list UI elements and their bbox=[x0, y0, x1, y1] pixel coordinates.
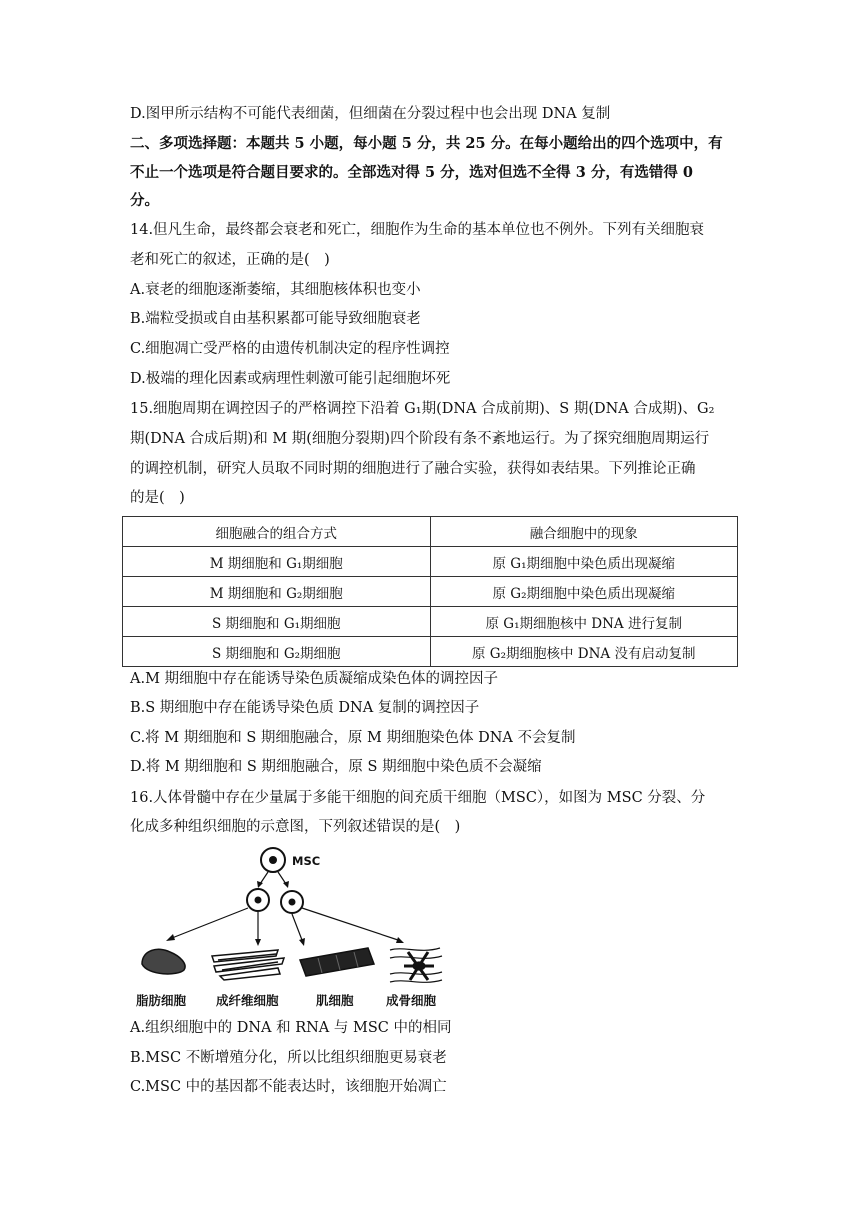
q16-option-c: C.MSC 中的基因都不能表达时，该细胞开始凋亡 bbox=[130, 1079, 447, 1095]
q15-stem-3: 的调控机制，研究人员取不同时期的细胞进行了融合实验，获得如表结果。下列推论正确 bbox=[130, 461, 696, 477]
table-cell: 原 G₂期细胞中染色质出现凝缩 bbox=[430, 577, 738, 607]
muscle-cell-icon bbox=[300, 948, 374, 976]
table-cell: M 期细胞和 G₁期细胞 bbox=[123, 547, 431, 577]
q13-option-d: D.图甲所示结构不可能代表细菌，但细菌在分裂过程中也会出现 DNA 复制 bbox=[130, 106, 611, 122]
fibroblast-label: 成纤维细胞 bbox=[216, 993, 279, 1008]
section2-instructions: 不止一个选项是符合题目要求的。全部选对得 5 分，选对但选不全得 3 分，有选错得 0 bbox=[130, 164, 694, 181]
msc-diagram-svg bbox=[128, 842, 448, 992]
q16-option-a: A.组织细胞中的 DNA 和 RNA 与 MSC 中的相同 bbox=[130, 1020, 452, 1036]
adipocyte-label: 脂肪细胞 bbox=[136, 993, 187, 1008]
table-row bbox=[123, 607, 738, 637]
table-cell: S 期细胞和 G₂期细胞 bbox=[123, 637, 431, 667]
fibroblast-icon bbox=[212, 950, 284, 980]
q15-option-c: C.将 M 期细胞和 S 期细胞融合，原 M 期细胞染色体 DNA 不会复制 bbox=[130, 730, 576, 746]
osteocyte-icon bbox=[390, 948, 442, 982]
table-header-row bbox=[123, 517, 738, 547]
q15-stem-2: 期(DNA 合成后期)和 M 期(细胞分裂期)四个阶段有条不紊地运行。为了探究细胞周期运行 bbox=[130, 431, 710, 447]
q15-option-b: B.S 期细胞中存在能诱导染色质 DNA 复制的调控因子 bbox=[130, 700, 480, 716]
q14-option-b: B.端粒受损或自由基积累都可能导致细胞衰老 bbox=[130, 311, 421, 327]
section2-instructions-end: 分。 bbox=[130, 192, 159, 209]
msc-differentiation-diagram bbox=[128, 842, 448, 1014]
table-cell: 原 G₁期细胞中染色质出现凝缩 bbox=[430, 547, 738, 577]
table-cell: 原 G₁期细胞核中 DNA 进行复制 bbox=[430, 607, 738, 637]
muscle-cell-label: 肌细胞 bbox=[316, 993, 354, 1008]
fusion-experiment-table bbox=[122, 516, 738, 667]
q14-option-d: D.极端的理化因素或病理性刺激可能引起细胞坏死 bbox=[130, 371, 451, 387]
q16-stem-2: 化成多种组织细胞的示意图，下列叙述错误的是( ) bbox=[130, 819, 461, 835]
q16-option-b: B.MSC 不断增殖分化，所以比组织细胞更易衰老 bbox=[130, 1050, 447, 1066]
daughter-cell-icon bbox=[281, 891, 303, 913]
osteocyte-label: 成骨细胞 bbox=[386, 993, 437, 1008]
q14-option-c: C.细胞凋亡受严格的由遗传机制决定的程序性调控 bbox=[130, 341, 450, 357]
q14-option-a: A.衰老的细胞逐渐萎缩，其细胞核体积也变小 bbox=[130, 282, 421, 298]
q15-option-a: A.M 期细胞中存在能诱导染色质凝缩成染色体的调控因子 bbox=[130, 671, 499, 687]
table-header: 细胞融合的组合方式 bbox=[123, 517, 431, 547]
table-row bbox=[123, 577, 738, 607]
q15-stem: 15.细胞周期在调控因子的严格调控下沿着 G₁期(DNA 合成前期)、S 期(DNA 合成期)、G₂ bbox=[130, 401, 715, 417]
table-row bbox=[123, 547, 738, 577]
table-row bbox=[123, 637, 738, 667]
table-cell: S 期细胞和 G₁期细胞 bbox=[123, 607, 431, 637]
q16-stem: 16.人体骨髓中存在少量属于多能干细胞的间充质干细胞（MSC），如图为 MSC 分裂、分 bbox=[130, 790, 706, 806]
adipocyte-icon bbox=[142, 949, 185, 974]
q15-option-d: D.将 M 期细胞和 S 期细胞融合，原 S 期细胞中染色质不会凝缩 bbox=[130, 759, 542, 775]
table-cell: 原 G₂期细胞核中 DNA 没有启动复制 bbox=[430, 637, 738, 667]
table-header: 融合细胞中的现象 bbox=[430, 517, 738, 547]
section2-heading: 二、多项选择题：本题共 5 小题，每小题 5 分，共 25 分。在每小题给出的四个选项中，有 bbox=[130, 135, 723, 152]
msc-label: MSC bbox=[292, 854, 321, 868]
msc-cell-icon bbox=[261, 848, 285, 872]
q14-stem: 14.但凡生命，最终都会衰老和死亡，细胞作为生命的基本单位也不例外。下列有关细胞衰 bbox=[130, 222, 705, 238]
q15-stem-4: 的是( ) bbox=[130, 490, 185, 506]
daughter-cell-icon bbox=[247, 889, 269, 911]
q14-stem-cont: 老和死亡的叙述，正确的是( ) bbox=[130, 252, 330, 268]
table-cell: M 期细胞和 G₂期细胞 bbox=[123, 577, 431, 607]
